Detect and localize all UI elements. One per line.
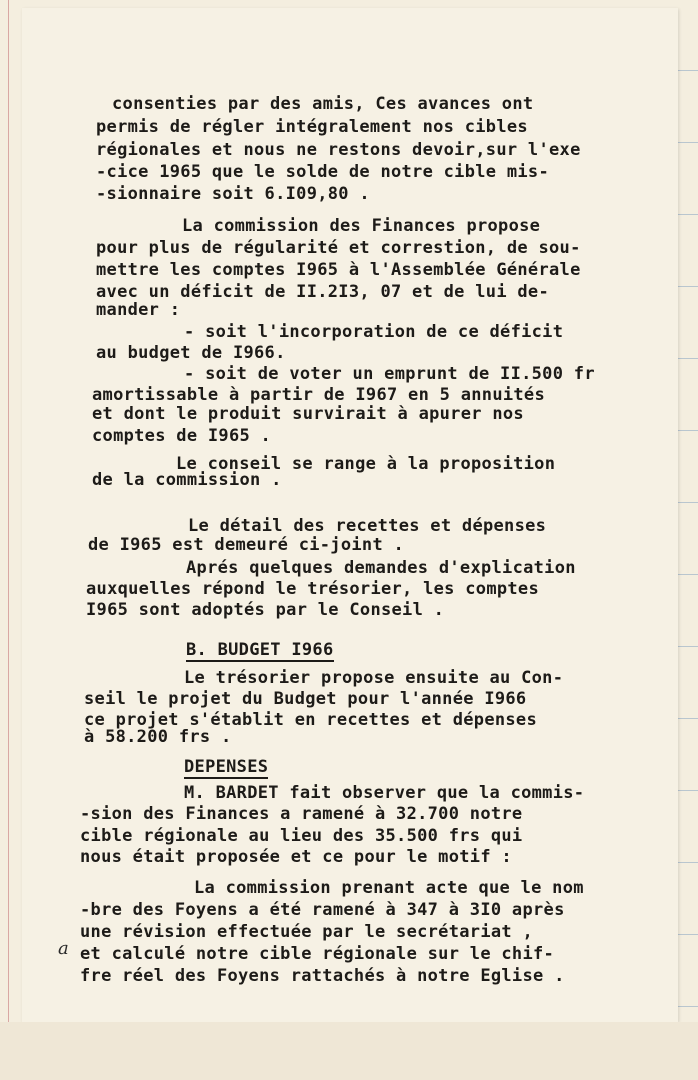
text-line: cible régionale au lieu des 35.500 frs qui bbox=[80, 826, 523, 846]
text-line: amortissable à partir de I967 en 5 annuités bbox=[92, 385, 545, 405]
ruled-line bbox=[676, 718, 698, 719]
ruled-line bbox=[676, 862, 698, 863]
ruled-line bbox=[676, 142, 698, 143]
section-heading-depenses: DEPENSES bbox=[184, 757, 269, 777]
text-line: et dont le produit survirait à apurer nos bbox=[92, 404, 524, 424]
text-line: pour plus de régularité et correstion, de sou- bbox=[96, 238, 581, 258]
text-line: mettre les comptes I965 à l'Assemblée Générale bbox=[96, 260, 581, 280]
text-line: de la commission . bbox=[92, 470, 282, 490]
text-line: - soit l'incorporation de ce déficit bbox=[184, 322, 564, 342]
underlying-page bbox=[0, 1022, 698, 1080]
text-line: Le conseil se range à la proposition bbox=[176, 454, 556, 474]
typed-sheet bbox=[22, 8, 678, 1022]
text-line: La commission des Finances propose bbox=[182, 216, 541, 236]
text-line: fre réel des Foyens rattachés à notre Eglise . bbox=[80, 966, 565, 986]
text-line: -bre des Foyens a été ramené à 347 à 3I0 après bbox=[80, 900, 565, 920]
ruled-line bbox=[676, 574, 698, 575]
text-line: comptes de I965 . bbox=[92, 426, 272, 446]
text-line: de I965 est demeuré ci-joint . bbox=[88, 535, 405, 555]
ruled-line bbox=[676, 790, 698, 791]
ruled-line bbox=[676, 70, 698, 71]
text-line: - soit de voter un emprunt de II.500 fr bbox=[184, 364, 595, 384]
text-line: et calculé notre cible régionale sur le chif- bbox=[80, 944, 555, 964]
text-line: seil le projet du Budget pour l'année I966 bbox=[84, 689, 527, 709]
text-line: Le trésorier propose ensuite au Con- bbox=[184, 668, 564, 688]
text-line: consenties par des amis, Ces avances ont bbox=[112, 94, 534, 114]
text-line: permis de régler intégralement nos cibles bbox=[96, 117, 528, 137]
margin-line bbox=[8, 0, 9, 1080]
text-line: -cice 1965 que le solde de notre cible mis- bbox=[96, 162, 549, 182]
text-line: Aprés quelques demandes d'explication bbox=[186, 558, 576, 578]
text-line: ce projet s'établit en recettes et dépenses bbox=[84, 710, 537, 730]
section-heading-budget: B. BUDGET I966 bbox=[186, 640, 334, 660]
text-line: au budget de I966. bbox=[96, 343, 286, 363]
ruled-line bbox=[676, 646, 698, 647]
text-line: mander : bbox=[96, 300, 181, 320]
text-line: une révision effectuée par le secrétariat , bbox=[80, 922, 533, 942]
text-line: M. BARDET fait observer que la commis- bbox=[184, 783, 585, 803]
ruled-line bbox=[676, 214, 698, 215]
ruled-line bbox=[676, 430, 698, 431]
ruled-line bbox=[676, 1006, 698, 1007]
text-line: à 58.200 frs . bbox=[84, 727, 232, 747]
text-line: I965 sont adoptés par le Conseil . bbox=[86, 600, 445, 620]
ruled-line bbox=[676, 358, 698, 359]
ruled-line bbox=[676, 502, 698, 503]
text-line: nous était proposée et ce pour le motif : bbox=[80, 847, 512, 867]
handwritten-annotation: a bbox=[58, 938, 69, 959]
text-line: -sion des Finances a ramené à 32.700 notre bbox=[80, 804, 523, 824]
text-line: La commission prenant acte que le nom bbox=[194, 878, 584, 898]
text-line: Le détail des recettes et dépenses bbox=[188, 516, 547, 536]
ruled-line bbox=[676, 286, 698, 287]
text-line: régionales et nous ne restons devoir,sur l'exe bbox=[96, 140, 581, 160]
ruled-line bbox=[676, 934, 698, 935]
text-line: avec un déficit de II.2I3, 07 et de lui de- bbox=[96, 282, 549, 302]
text-line: auxquelles répond le trésorier, les comptes bbox=[86, 579, 539, 599]
text-line: -sionnaire soit 6.I09,80 . bbox=[96, 184, 370, 204]
